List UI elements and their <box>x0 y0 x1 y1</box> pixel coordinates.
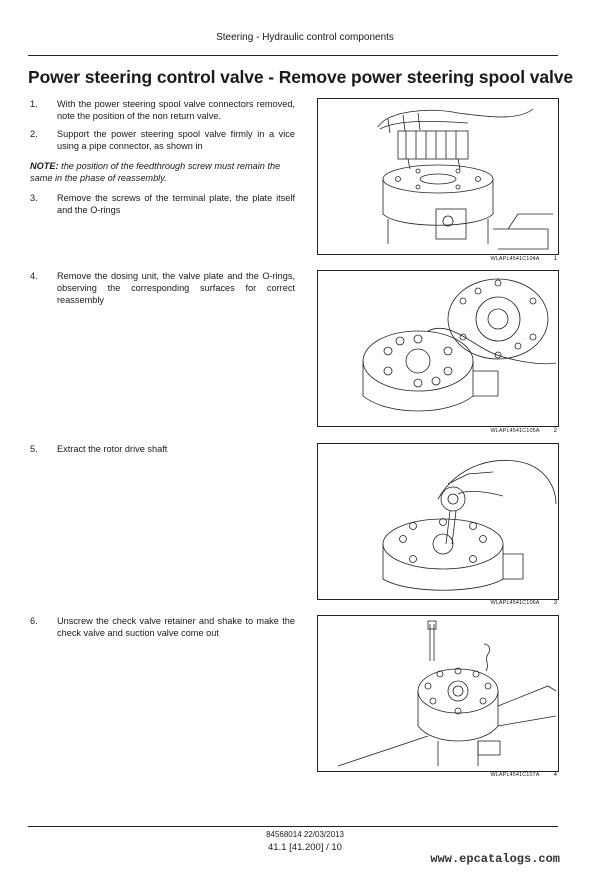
step-number: 6. <box>30 616 38 626</box>
step-number: 1. <box>30 99 38 109</box>
figure-number: 3 <box>553 600 557 606</box>
figure-number: 1 <box>553 256 557 262</box>
figure-number: 2 <box>553 428 557 434</box>
figure-4-caption <box>317 772 557 778</box>
step-number: 4. <box>30 271 38 281</box>
step-6 <box>30 615 295 639</box>
step-text: Extract the rotor drive shaft <box>57 444 168 454</box>
figure-3-caption <box>317 600 557 606</box>
footer-document-code: 84568014 22/03/2013 <box>266 830 344 839</box>
step-1 <box>30 98 295 122</box>
footer-page-number: 41.1 [41.200] / 10 <box>268 842 342 853</box>
figure-code: WLAPL4541C104A <box>490 256 540 262</box>
footer-rule <box>28 826 558 827</box>
figure-1-illustration <box>317 98 559 255</box>
page-header: Steering - Hydraulic control components <box>216 32 394 43</box>
step-text: Support the power steering spool valve firmly in a vice using a pipe connector, as shown in <box>57 129 295 151</box>
note <box>30 160 295 184</box>
step-2 <box>30 128 295 152</box>
step-text: Remove the screws of the terminal plate, the plate itself and the O-rings <box>57 193 295 215</box>
step-number: 5. <box>30 444 38 454</box>
header-rule <box>28 55 558 56</box>
figure-code: WLAPL4541C107A <box>490 772 540 778</box>
figure-2-illustration <box>317 270 559 427</box>
step-5 <box>30 443 295 455</box>
figure-code: WLAPL4541C106A <box>490 600 540 606</box>
step-number: 2. <box>30 129 38 139</box>
step-number: 3. <box>30 193 38 203</box>
watermark: www.epcatalogs.com <box>430 852 560 866</box>
figure-number: 4 <box>553 772 557 778</box>
figure-4-illustration <box>317 615 559 772</box>
step-4 <box>30 270 295 306</box>
page-title: Power steering control valve - Remove power steering spool valve <box>28 67 574 87</box>
step-text: Remove the dosing unit, the valve plate and the O-rings, observing the corresponding surfaces for correct reassembly <box>57 271 295 305</box>
figure-code: WLAPL4541C105A <box>490 428 540 434</box>
note-text: the position of the feedthrough screw must remain the same in the phase of reassembly. <box>30 161 281 183</box>
step-text: With the power steering spool valve connectors removed, note the position of the non return valve. <box>57 99 295 121</box>
figure-3-illustration <box>317 443 559 600</box>
step-3 <box>30 192 295 216</box>
step-text: Unscrew the check valve retainer and shake to make the check valve and suction valve come out <box>57 616 295 638</box>
note-label: NOTE: <box>30 161 59 171</box>
figure-2-caption <box>317 428 557 434</box>
figure-1-caption <box>317 256 557 262</box>
